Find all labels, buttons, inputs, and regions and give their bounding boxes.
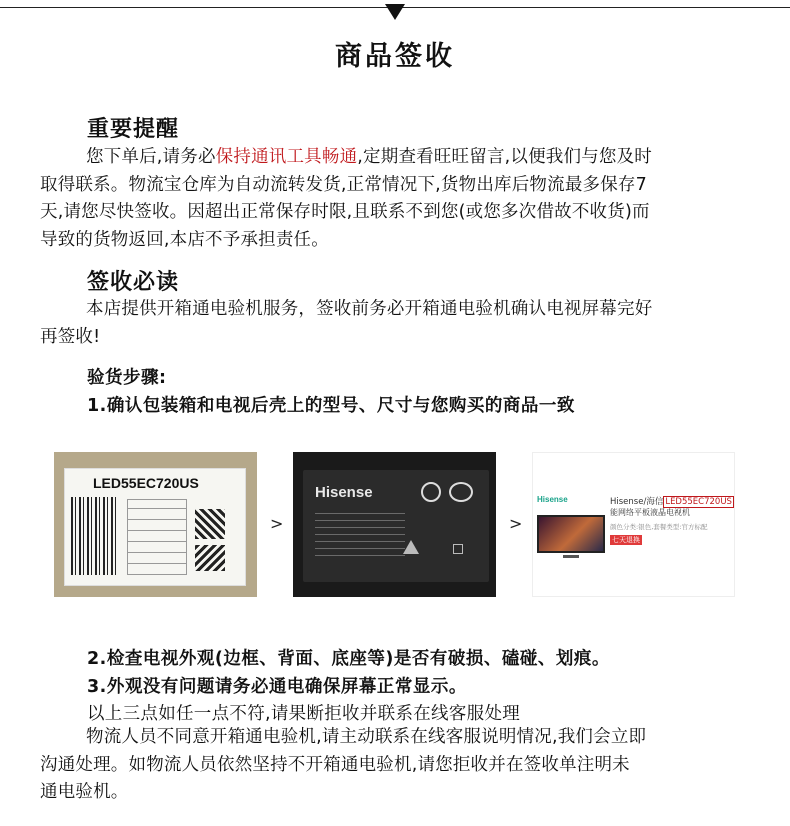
tv-back-photo	[293, 452, 496, 597]
tv-back-brand: Hisense	[315, 484, 373, 501]
product-subtitle: 能网络平板液晶电视机	[610, 508, 690, 517]
box-label	[64, 468, 246, 586]
page-title: 商品签收	[335, 41, 455, 72]
arrow-separator: >	[509, 514, 523, 533]
arrow-separator: >	[270, 514, 284, 533]
certification-mark-icon	[421, 482, 441, 502]
down-triangle-icon	[385, 4, 405, 20]
ccc-mark-icon	[449, 482, 473, 502]
inspect-note-2-line-2: 沟通处理。如物流人员依然坚持不开箱通电验机,请您拒收并在签收单注明未	[40, 754, 630, 775]
reminder-heading: 重要提醒	[87, 117, 180, 142]
qr-code-icon	[195, 509, 225, 539]
reminder-line-3: 天,请您尽快签收。因超出正常保存时限,且联系不到您(或您多次借故不收货)而	[40, 202, 650, 222]
reminder-line-2: 取得联系。物流宝仓库为自动流转发货,正常情况下,货物出库后物流最多保存7	[40, 174, 647, 195]
reminder-highlight: 保持通讯工具畅通	[215, 147, 358, 167]
box-label-photo	[54, 452, 257, 597]
nameplate-text-graphic	[315, 510, 405, 562]
tv-back-nameplate	[303, 470, 489, 582]
inspect-step-2: 2.检查电视外观(边框、背面、底座等)是否有破损、磕碰、划痕。	[87, 649, 610, 669]
box-label-model: LED55EC720US	[93, 475, 199, 491]
tv-image	[537, 515, 605, 553]
barcode-icon	[71, 497, 119, 575]
product-logo: Hisense	[537, 495, 568, 504]
inspect-note-2	[40, 724, 760, 807]
sign-heading: 签收必读	[87, 270, 180, 295]
reminder-paragraph	[40, 144, 760, 254]
warning-triangle-icon	[403, 540, 419, 554]
product-title: Hisense/海信 LED55EC720US	[610, 497, 732, 507]
sign-paragraph	[40, 296, 760, 351]
return-badge: 七天退换	[612, 536, 640, 544]
product-listing-photo	[532, 452, 735, 597]
double-insulation-icon	[453, 544, 463, 554]
inspect-heading: 验货步骤:	[87, 368, 167, 388]
reminder-line-1: 您下单后,请务必保持通讯工具畅通,定期查看旺旺留言,以便我们与您及时	[86, 147, 653, 167]
tv-stand	[563, 555, 579, 558]
product-options: 颜色分类:银色,套餐类型:官方标配	[610, 523, 708, 531]
qr-code-icon	[195, 545, 225, 571]
sign-line-2: 再签收!	[40, 326, 101, 347]
inspect-step-1: 1.确认包装箱和电视后壳上的型号、尺寸与您购买的商品一致	[87, 396, 575, 416]
inspect-note-1: 以上三点如任一点不符,请果断拒收并联系在线客服处理	[87, 704, 521, 724]
product-model-highlight: LED55EC720US	[665, 497, 732, 507]
reminder-line-4: 导致的货物返回,本店不予承担责任。	[40, 229, 329, 250]
inspect-note-2-line-3: 通电验机。	[40, 782, 129, 802]
inspect-note-2-line-1: 物流人员不同意开箱通电验机,请主动联系在线客服说明情况,我们会立即	[86, 727, 647, 747]
spec-table-graphic	[127, 499, 187, 575]
inspect-step-3: 3.外观没有问题请务必通电确保屏幕正常显示。	[87, 677, 467, 697]
sign-line-1: 本店提供开箱通电验机服务，签收前务必开箱通电验机确认电视屏幕完好	[86, 299, 653, 319]
